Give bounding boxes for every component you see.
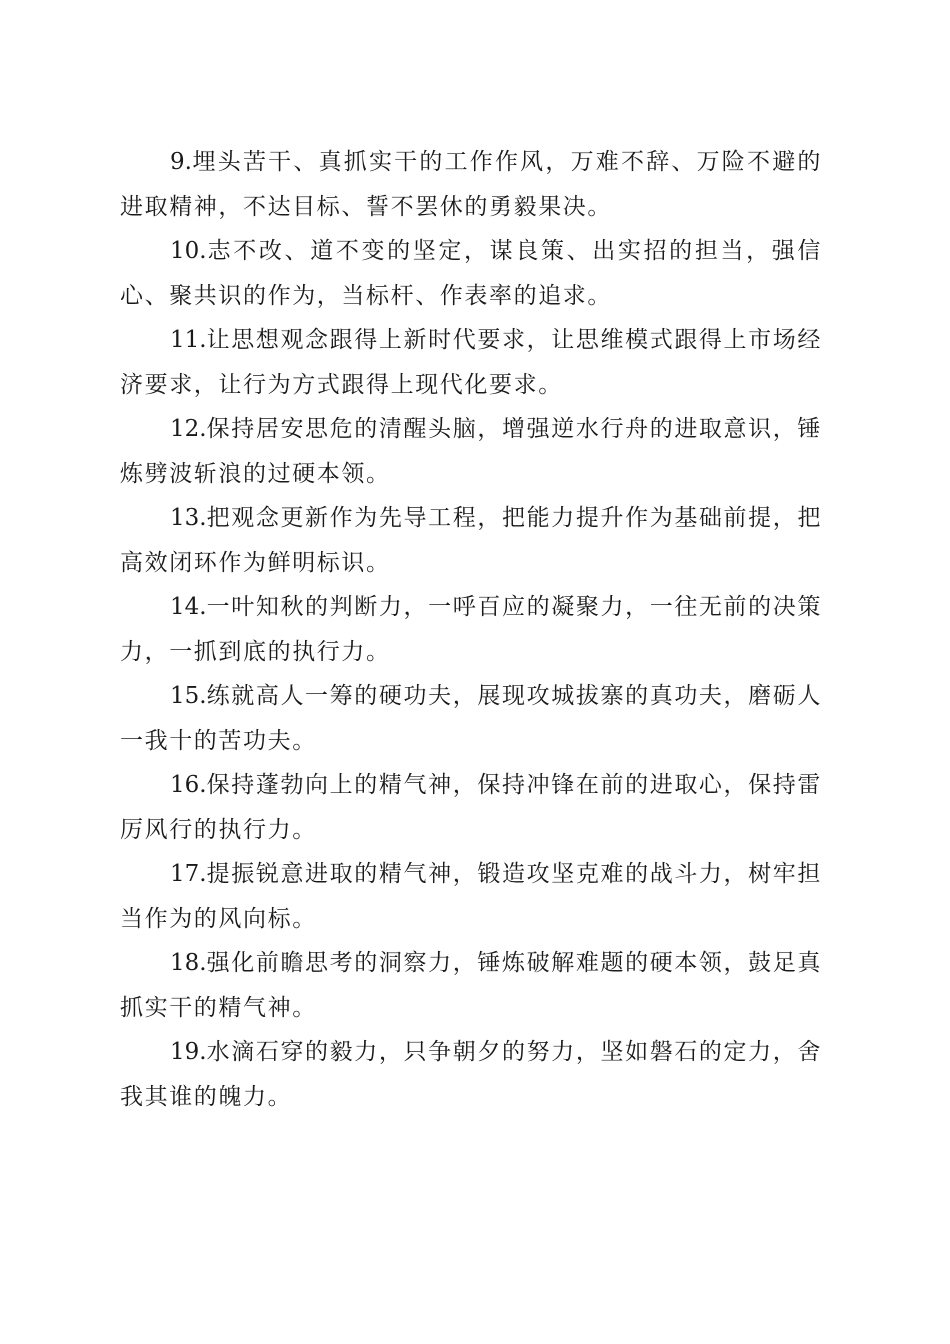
item-number: 11.: [170, 327, 207, 353]
list-item-16: [120, 763, 822, 852]
list-item-15: [120, 674, 822, 763]
item-number: 14.: [170, 594, 207, 620]
item-number: 17.: [170, 861, 207, 887]
item-text: 保持蓬勃向上的精气神，保持冲锋在前的进取心，保持雷厉风行的执行力。: [120, 772, 822, 843]
item-text: 水滴石穿的毅力，只争朝夕的努力，坚如磐石的定力，舍我其谁的魄力。: [120, 1039, 822, 1110]
item-text: 让思想观念跟得上新时代要求，让思维模式跟得上市场经济要求，让行为方式跟得上现代化要求。: [120, 327, 822, 398]
item-text: 埋头苦干、真抓实干的工作作风，万难不辞、万险不避的进取精神，不达目标、誓不罢休的勇毅果决。: [120, 149, 822, 220]
item-text: 把观念更新作为先导工程，把能力提升作为基础前提，把高效闭环作为鲜明标识。: [120, 505, 822, 576]
item-text: 一叶知秋的判断力，一呼百应的凝聚力，一往无前的决策力，一抓到底的执行力。: [120, 594, 822, 665]
item-number: 16.: [170, 772, 207, 798]
list-item-18: [120, 941, 822, 1030]
item-text: 强化前瞻思考的洞察力，锤炼破解难题的硬本领，鼓足真抓实干的精气神。: [120, 950, 822, 1021]
list-item-12: [120, 407, 822, 496]
list-item-11: [120, 318, 822, 407]
item-text: 提振锐意进取的精气神，锻造攻坚克难的战斗力，树牢担当作为的风向标。: [120, 861, 822, 932]
list-item-17: [120, 852, 822, 941]
item-text: 志不改、道不变的坚定，谋良策、出实招的担当，强信心、聚共识的作为，当标杆、作表率的追求。: [120, 238, 822, 309]
item-text: 练就高人一筹的硬功夫，展现攻城拔寨的真功夫，磨砺人一我十的苦功夫。: [120, 683, 822, 754]
list-item-9: [120, 140, 822, 229]
item-number: 18.: [170, 950, 207, 976]
item-number: 19.: [170, 1039, 207, 1065]
item-text: 保持居安思危的清醒头脑，增强逆水行舟的进取意识，锤炼劈波斩浪的过硬本领。: [120, 416, 822, 487]
list-item-14: [120, 585, 822, 674]
item-number: 15.: [170, 683, 207, 709]
list-item-13: [120, 496, 822, 585]
item-number: 9.: [170, 149, 192, 175]
list-item-10: [120, 229, 822, 318]
list-item-19: [120, 1030, 822, 1119]
item-number: 13.: [170, 505, 207, 531]
item-number: 12.: [170, 416, 207, 442]
item-number: 10.: [170, 238, 207, 264]
